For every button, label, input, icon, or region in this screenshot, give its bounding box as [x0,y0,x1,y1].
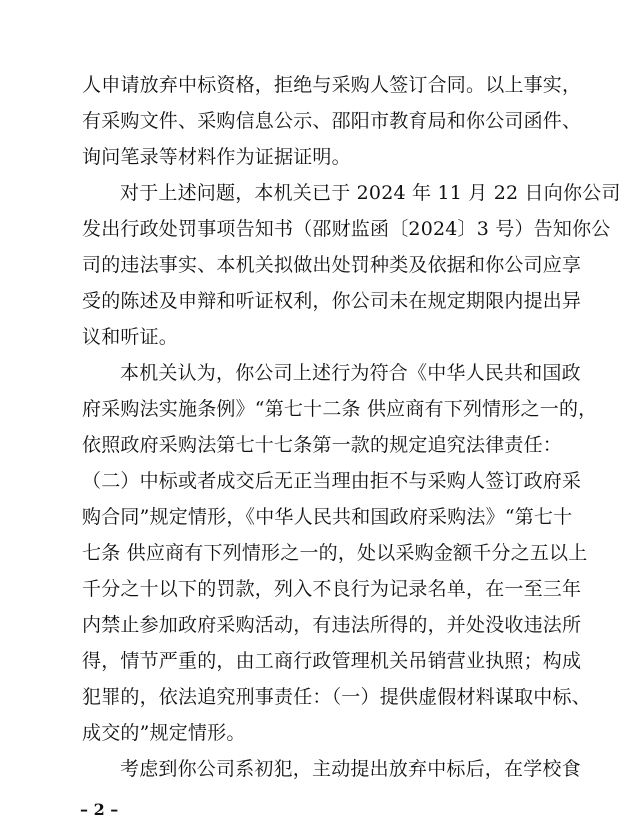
paragraph-start-line: 对于上述问题，本机关已于 2024 年 11 月 22 日向你公司 [120,182,621,204]
text-line: 内禁止参加政府采购活动，有违法所得的，并处没收违法所 [82,614,582,636]
text-line: 受的陈述及申辩和听证权利，你公司未在规定期限内提出异 [82,290,582,312]
text-line: 发出行政处罚事项告知书（邵财监函〔2024〕3 号）告知你公 [82,218,611,240]
paragraph-start-line: 本机关认为，你公司上述行为符合《中华人民共和国政 [120,362,581,384]
text-line: 议和听证。 [82,326,179,348]
text-line: 购合同”规定情形，《中华人民共和国政府采购法》“第七十 [82,506,573,528]
page-number: – 2 – [80,800,119,819]
text-line: 询问笔录等材料作为证据证明。 [82,146,351,168]
text-line: 成交的”规定情形。 [82,722,246,744]
text-line: 犯罪的，依法追究刑事责任：（一）提供虚假材料谋取中标、 [82,686,591,708]
text-line: （二）中标或者成交后无正当理由拒不与采购人签订政府采 [82,470,582,492]
text-line: 依照政府采购法第七十七条第一款的规定追究法律责任： [82,434,563,456]
text-line: 人申请放弃中标资格，拒绝与采购人签订合同。以上事实， [82,74,582,96]
text-line: 司的违法事实、本机关拟做出处罚种类及依据和你公司应享 [82,254,582,276]
text-line: 七条 供应商有下列情形之一的，处以采购金额千分之五以上 [82,542,588,564]
text-line: 得，情节严重的，由工商行政管理机关吊销营业执照；构成 [82,650,582,672]
text-line: 有采购文件、采购信息公示、邵阳市教育局和你公司函件、 [82,110,582,132]
paragraph-start-line: 考虑到你公司系初犯，主动提出放弃中标后，在学校食 [120,758,581,780]
text-line: 千分之十以下的罚款，列入不良行为记录名单，在一至三年 [82,578,582,600]
text-line: 府采购法实施条例》“第七十二条 供应商有下列情形之一的， [82,398,598,420]
